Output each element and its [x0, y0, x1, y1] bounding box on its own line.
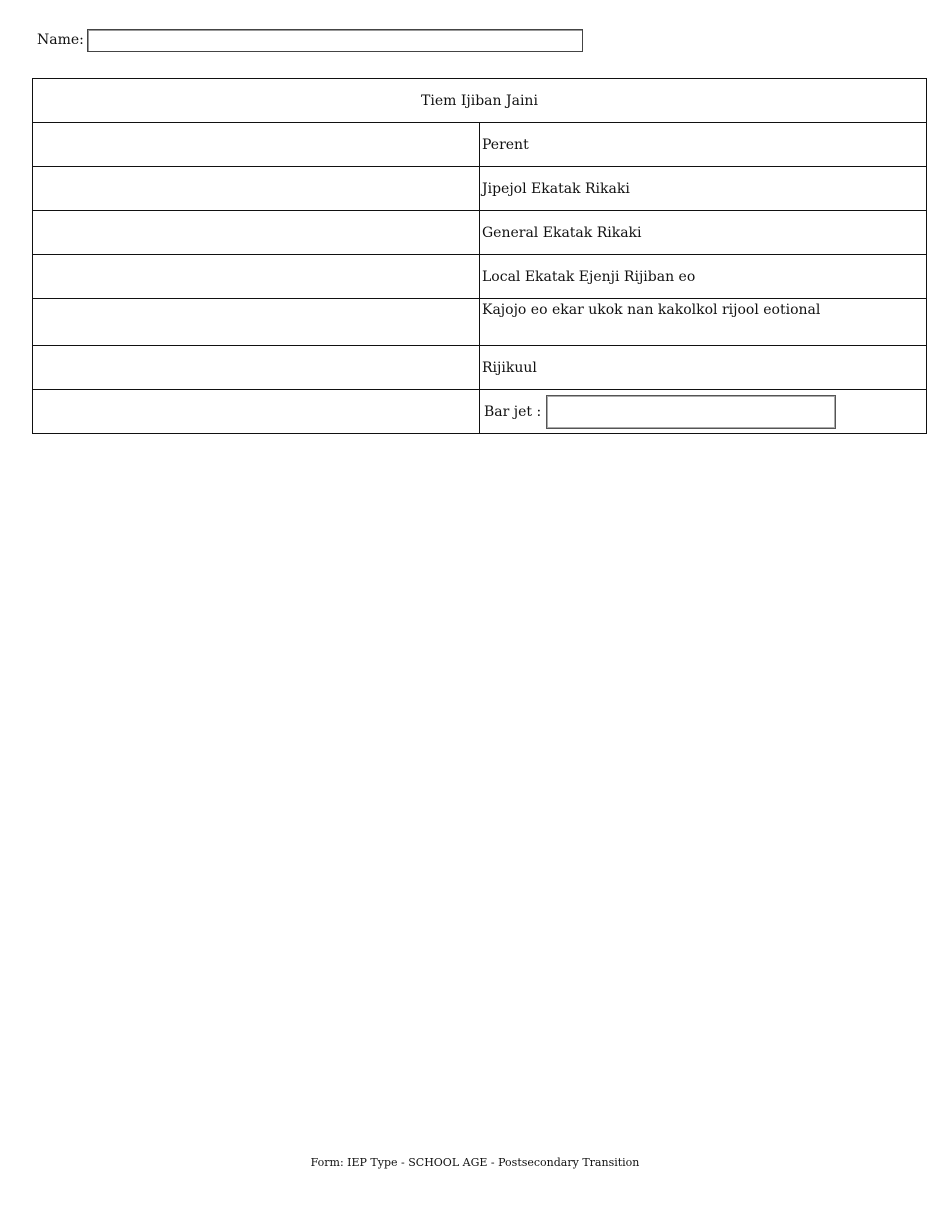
date-field-group — [480, 395, 926, 429]
table-row — [33, 299, 927, 346]
role-label: Local Ekatak Ejenji Rijiban eo — [480, 255, 927, 299]
role-label: Kajojo eo ekar ukok nan kakolkol rijool eotional — [480, 299, 927, 346]
role-label: General Ekatak Rikaki — [480, 211, 927, 255]
date-input[interactable] — [546, 395, 836, 429]
role-label: Perent — [480, 123, 927, 167]
table-row — [33, 167, 927, 211]
name-input[interactable] — [87, 29, 583, 52]
participant-cell[interactable] — [33, 255, 480, 299]
table-header: Tiem Ijiban Jaini — [33, 79, 927, 123]
name-label: Name: — [37, 32, 84, 48]
table-row — [33, 123, 927, 167]
table-row — [33, 211, 927, 255]
table-row — [33, 255, 927, 299]
participant-cell[interactable] — [33, 299, 480, 346]
table-row-date — [33, 390, 927, 434]
team-members-table — [32, 78, 927, 434]
participant-cell[interactable] — [33, 211, 480, 255]
participant-cell[interactable] — [33, 346, 480, 390]
table-row — [33, 346, 927, 390]
name-row — [37, 27, 583, 53]
participant-cell[interactable] — [33, 123, 480, 167]
participant-cell[interactable] — [33, 167, 480, 211]
date-cell — [480, 390, 927, 434]
date-label: Bar jet : — [484, 403, 542, 420]
role-label: Jipejol Ekatak Rikaki — [480, 167, 927, 211]
table-header-row — [33, 79, 927, 123]
role-label: Rijikuul — [480, 346, 927, 390]
participant-cell[interactable] — [33, 390, 480, 434]
form-footer: Form: IEP Type - SCHOOL AGE - Postsecondary Transition — [310, 1156, 640, 1169]
